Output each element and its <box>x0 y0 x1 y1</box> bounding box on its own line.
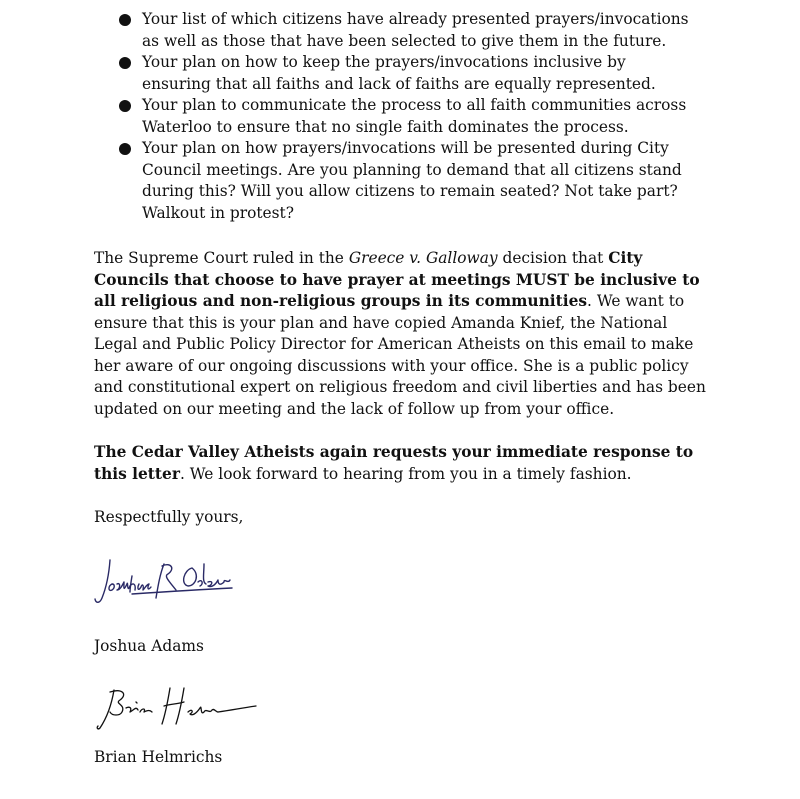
list-item-text: Your plan to communicate the process to all faith communities across Waterloo to ensure that no single faith dominates the process. <box>142 96 687 136</box>
court-intro-text: The Supreme Court ruled in the <box>94 249 349 267</box>
list-item <box>118 138 698 224</box>
list-item <box>118 95 698 138</box>
case-name: Greece v. Galloway <box>348 249 498 267</box>
signature-brian-helmrichs <box>92 684 262 734</box>
list-item <box>118 9 698 52</box>
list-item-text: Your list of which citizens have already presented prayers/invocations as well as those that have been selected to give them in the future. <box>142 10 689 50</box>
bullet-icon <box>119 100 131 112</box>
bullet-icon <box>119 57 131 69</box>
signatory-name: Joshua Adams <box>94 637 204 655</box>
court-rest-text: . We want to ensure that this is your plan and have copied Amanda Knief, the National Legal and Public Policy Director for American Atheists on this email to make her aware of our ongoing discussions with your office. She is a public policy and constitutional expert on religious freedom and civil liberties and has been updated on our meeting and the lack of follow up from your office. <box>94 292 706 418</box>
list-item-text: Your plan on how to keep the prayers/invocations inclusive by ensuring that all faiths and lack of faiths are equally represented. <box>142 53 656 93</box>
list-item-text: Your plan on how prayers/invocations will be presented during City Council meetings. Are you planning to demand that all citizens stand during this? Will you allow citizens to remain seated? Not take part? Walkout in protest? <box>142 139 682 222</box>
bullet-icon <box>119 143 131 155</box>
request-bold: The Cedar Valley Atheists again requests your immediate response to this letter <box>94 443 694 483</box>
list-item <box>118 52 698 95</box>
signatory-name: Brian Helmrichs <box>94 748 223 766</box>
supreme-court-paragraph <box>94 248 714 420</box>
court-ruling-bold: City Councils that choose to have prayer at meetings MUST be inclusive to all religious and non-religious groups in its communities <box>94 249 700 310</box>
bullet-icon <box>119 14 131 26</box>
closing-line: Respectfully yours, <box>94 508 244 526</box>
court-decision-text: decision that <box>497 249 609 267</box>
signature-joshua-adams <box>92 554 242 614</box>
request-paragraph <box>94 442 714 485</box>
request-list <box>118 9 698 224</box>
request-rest-text: . We look forward to hearing from you in a timely fashion. <box>179 464 632 483</box>
